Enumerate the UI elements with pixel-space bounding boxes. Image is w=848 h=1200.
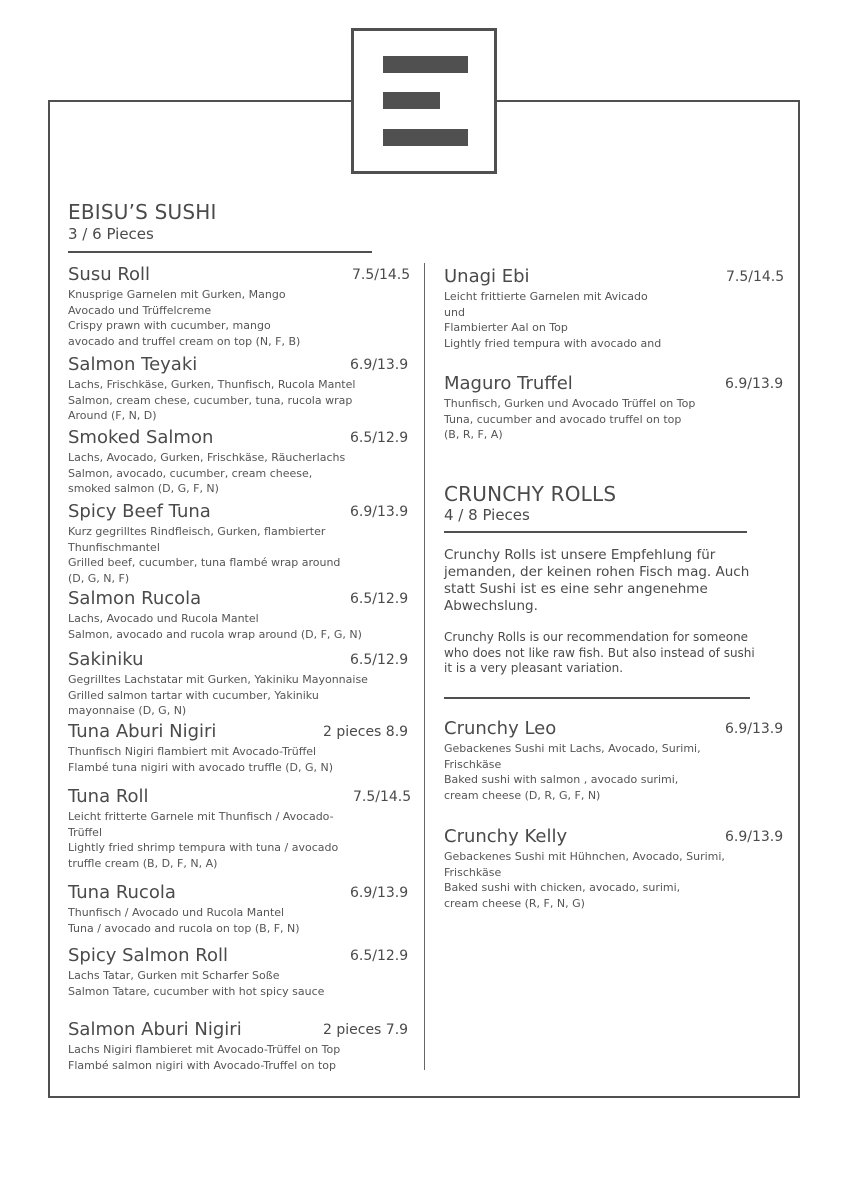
item-price: 7.5/14.5 [352, 267, 411, 283]
description-line: Lachs, Avocado, Gurken, Frischkäse, Räucherlachs [68, 451, 346, 464]
description-line: Salmon Tatare, cucumber with hot spicy sauce [68, 984, 325, 998]
item-price: 6.5/12.9 [350, 948, 409, 964]
item-name: Spicy Beef Tuna [68, 501, 211, 522]
description-line: Leicht frittierte Garnelen mit Avicado [444, 290, 648, 303]
description-line: Trüffel [68, 825, 102, 839]
sushi-menu-item [68, 427, 413, 497]
description-line: Kurz gegrilltes Rindfleisch, Gurken, flambierter [68, 525, 326, 538]
description-line: Lightly fried tempura with avocado and [444, 336, 662, 350]
description-line: Frischkäse [444, 757, 502, 771]
description-line: Lachs, Avocado und Rucola Mantel [68, 612, 259, 625]
left-section-title: EBISU’S SUSHI [68, 200, 217, 224]
logo-bar-middle [383, 92, 440, 109]
description-line: cream cheese (R, F, N, G) [444, 896, 585, 910]
right-section-title: CRUNCHY ROLLS [444, 482, 617, 506]
logo-bar-top [383, 56, 468, 73]
description-line: Lachs Tatar, Gurken mit Scharfer Soße [68, 969, 280, 982]
description-line: Tuna, cucumber and avocado truffel on top [444, 412, 682, 426]
item-name: Crunchy Leo [444, 718, 557, 739]
item-price: 6.9/13.9 [725, 721, 784, 737]
item-price: 6.9/13.9 [725, 829, 784, 845]
description-line: Gebackenes Sushi mit Lachs, Avocado, Surimi, [444, 742, 701, 755]
item-price: 6.5/12.9 [350, 591, 409, 607]
description-line: Lachs Nigiri flambieret mit Avocado-Trüffel on Top [68, 1043, 341, 1056]
description-line: Gegrilltes Lachstatar mit Gurken, Yakiniku Mayonnaise [68, 673, 368, 686]
item-description [444, 741, 789, 803]
right-section-rule [444, 531, 747, 533]
item-description [68, 809, 413, 871]
item-description [444, 289, 789, 351]
item-name: Tuna Aburi Nigiri [68, 721, 217, 742]
item-price: 6.9/13.9 [350, 357, 409, 373]
description-line: Thunfischmantel [68, 540, 160, 554]
logo-bar-bottom [383, 129, 468, 146]
description-line: truffle cream (B, D, F, N, A) [68, 856, 218, 870]
description-line: Baked sushi with chicken, avocado, surimi, [444, 881, 681, 894]
description-line: Baked sushi with salmon , avocado surimi, [444, 773, 679, 786]
description-line: smoked salmon (D, G, F, N) [68, 482, 219, 495]
description-line: Flambierter Aal on Top [444, 321, 568, 334]
description-line: Thunfisch / Avocado und Rucola Mantel [68, 906, 285, 919]
item-name: Tuna Roll [68, 786, 149, 807]
item-name: Tuna Rucola [68, 882, 176, 903]
sushi-menu-item [68, 354, 413, 424]
crunchy-intro-rule [444, 697, 750, 699]
item-name: Salmon Rucola [68, 588, 202, 609]
sushi-menu-item [68, 786, 413, 871]
description-line: Salmon, avocado and rucola wrap around (D, F, G, N) [68, 627, 362, 641]
description-line: Avocado und Trüffelcreme [68, 303, 212, 317]
description-line: Crispy prawn with cucumber, mango [68, 319, 271, 332]
item-name: Smoked Salmon [68, 427, 214, 448]
item-name: Susu Roll [68, 264, 151, 285]
description-line: Thunfisch Nigiri flambiert mit Avocado-Trüffel [68, 745, 317, 758]
item-price: 2 pieces 8.9 [323, 724, 409, 740]
description-line: cream cheese (D, R, G, F, N) [444, 788, 601, 802]
item-name: Salmon Aburi Nigiri [68, 1019, 242, 1040]
item-description [68, 905, 413, 936]
description-line: Gebackenes Sushi mit Hühnchen, Avocado, Surimi, [444, 850, 725, 863]
description-line: Thunfisch, Gurken und Avocado Trüffel on Top [444, 397, 696, 410]
description-line: Salmon, cream chese, cucumber, tuna, rucola wrap [68, 393, 353, 407]
item-name: Maguro Truffel [444, 373, 573, 394]
item-description [68, 1042, 413, 1073]
item-name: Crunchy Kelly [444, 826, 568, 847]
sushi-menu-item [68, 264, 413, 349]
description-line: Lightly fried shrimp tempura with tuna / avocado [68, 841, 339, 854]
description-line: Frischkäse [444, 865, 502, 879]
item-price: 7.5/14.5 [353, 789, 412, 805]
roll-menu-item [444, 266, 789, 351]
left-section-rule [68, 251, 372, 253]
item-price: 6.9/13.9 [725, 376, 784, 392]
right-section-subtitle: 4 / 8 Pieces [444, 506, 530, 524]
item-name: Unagi Ebi [444, 266, 530, 287]
column-divider [424, 263, 425, 1070]
sushi-menu-item [68, 1019, 413, 1073]
sushi-menu-item [68, 882, 413, 936]
description-line: Salmon, avocado, cucumber, cream cheese, [68, 466, 313, 480]
description-line: avocado and truffel cream on top (N, F, B) [68, 334, 301, 348]
roll-menu-item [444, 826, 789, 911]
crunchy-intro-german: Crunchy Rolls ist unsere Empfehlung für jemanden, der keinen rohen Fisch mag. Auch statt Sushi ist es eine sehr angenehme Abwechslung. [444, 547, 750, 614]
item-name: Salmon Teyaki [68, 354, 198, 375]
description-line: und [444, 305, 465, 319]
item-description [68, 450, 413, 497]
item-price: 2 pieces 7.9 [323, 1022, 409, 1038]
item-description [68, 287, 413, 349]
item-description [68, 672, 413, 719]
description-line: Lachs, Frischkäse, Gurken, Thunfisch, Rucola Mantel [68, 378, 356, 391]
item-price: 6.5/12.9 [350, 430, 409, 446]
item-price: 6.9/13.9 [350, 504, 409, 520]
left-section-subtitle: 3 / 6 Pieces [68, 225, 154, 243]
sushi-menu-item [68, 945, 413, 999]
item-price: 6.5/12.9 [350, 652, 409, 668]
description-line: Flambé tuna nigiri with avocado truffle (D, G, N) [68, 760, 334, 774]
sushi-menu-item [68, 721, 413, 775]
description-line: Flambé salmon nigiri with Avocado-Truffel on top [68, 1058, 337, 1072]
item-name: Spicy Salmon Roll [68, 945, 228, 966]
description-line: Around (F, N, D) [68, 409, 157, 422]
item-description [68, 377, 413, 424]
description-line: mayonnaise (D, G, N) [68, 704, 187, 717]
description-line: Grilled salmon tartar with cucumber, Yakiniku [68, 688, 319, 702]
roll-menu-item [444, 373, 789, 443]
sushi-menu-item [68, 649, 413, 719]
crunchy-intro-english: Crunchy Rolls is our recommendation for someone who does not like raw fish. But also instead of sushi it is a very pleasant variation. [444, 630, 755, 675]
item-description [444, 396, 789, 443]
item-description [444, 849, 789, 911]
description-line: Knusprige Garnelen mit Gurken, Mango [68, 288, 286, 301]
description-line: (D, G, N, F) [68, 571, 130, 585]
item-price: 7.5/14.5 [726, 269, 785, 285]
description-line: (B, R, F, A) [444, 428, 503, 441]
description-line: Leicht fritterte Garnele mit Thunfisch / Avocado- [68, 810, 334, 823]
item-description [68, 744, 413, 775]
sushi-menu-item [68, 501, 413, 586]
item-name: Sakiniku [68, 649, 144, 670]
ebisu-logo [351, 28, 497, 174]
description-line: Grilled beef, cucumber, tuna flambé wrap around [68, 556, 341, 569]
sushi-menu-item [68, 588, 413, 642]
roll-menu-item [444, 718, 789, 803]
item-description [68, 611, 413, 642]
item-description [68, 968, 413, 999]
description-line: Tuna / avocado and rucola on top (B, F, N) [68, 921, 300, 935]
item-description [68, 524, 413, 586]
item-price: 6.9/13.9 [350, 885, 409, 901]
